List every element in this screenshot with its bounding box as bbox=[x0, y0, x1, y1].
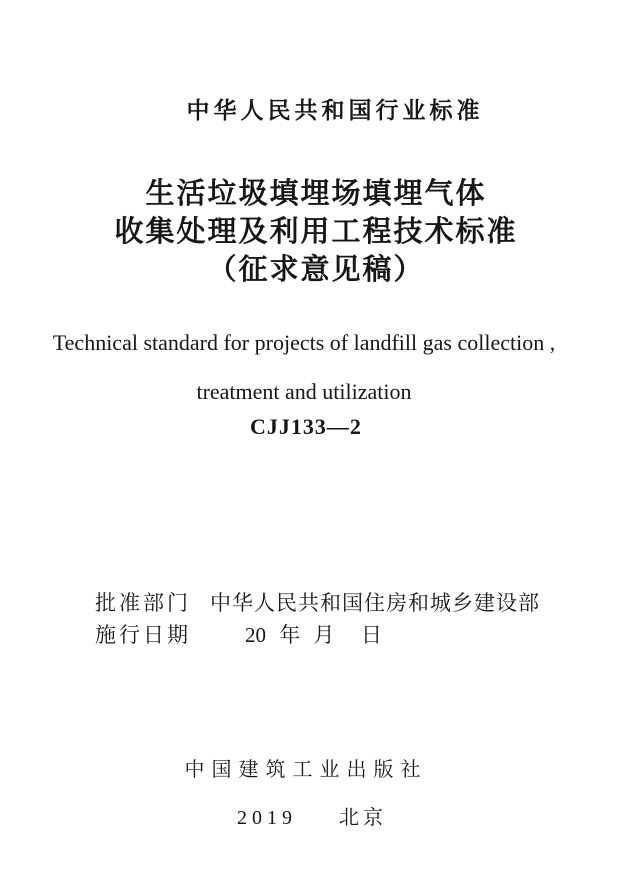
document-title-en-line-1: Technical standard for projects of landfill gas collection , bbox=[52, 330, 556, 355]
document-title-en-line-2: treatment and utilization bbox=[196, 379, 412, 404]
title-zh-line-1: 生活垃圾填埋场填埋气体 bbox=[145, 178, 487, 210]
standard-category-heading: 中华人民共和国行业标准 bbox=[186, 97, 484, 123]
imprint-year: 2019 bbox=[237, 807, 297, 829]
approval-info-block bbox=[95, 587, 540, 651]
standard-number: CJJ133—2 bbox=[250, 414, 362, 439]
approval-department-row bbox=[95, 587, 540, 619]
title-zh-line-2: 收集处理及利用工程技术标准 bbox=[114, 216, 518, 248]
effective-date-row bbox=[95, 619, 540, 651]
title-zh-line-3: （征求意见稿） bbox=[207, 254, 425, 286]
approval-department-value: 中华人民共和国住房和城乡建设部 bbox=[210, 591, 540, 615]
publisher-name: 中国建筑工业出版社 bbox=[184, 759, 428, 781]
document-title-zh bbox=[0, 175, 636, 289]
effective-date-value: 20 年 月 日 bbox=[245, 623, 382, 647]
imprint-line bbox=[0, 801, 632, 830]
approval-department-label: 批准部门 bbox=[95, 591, 191, 615]
effective-date-label: 施行日期 bbox=[95, 623, 191, 647]
imprint-city: 北京 bbox=[339, 807, 387, 829]
